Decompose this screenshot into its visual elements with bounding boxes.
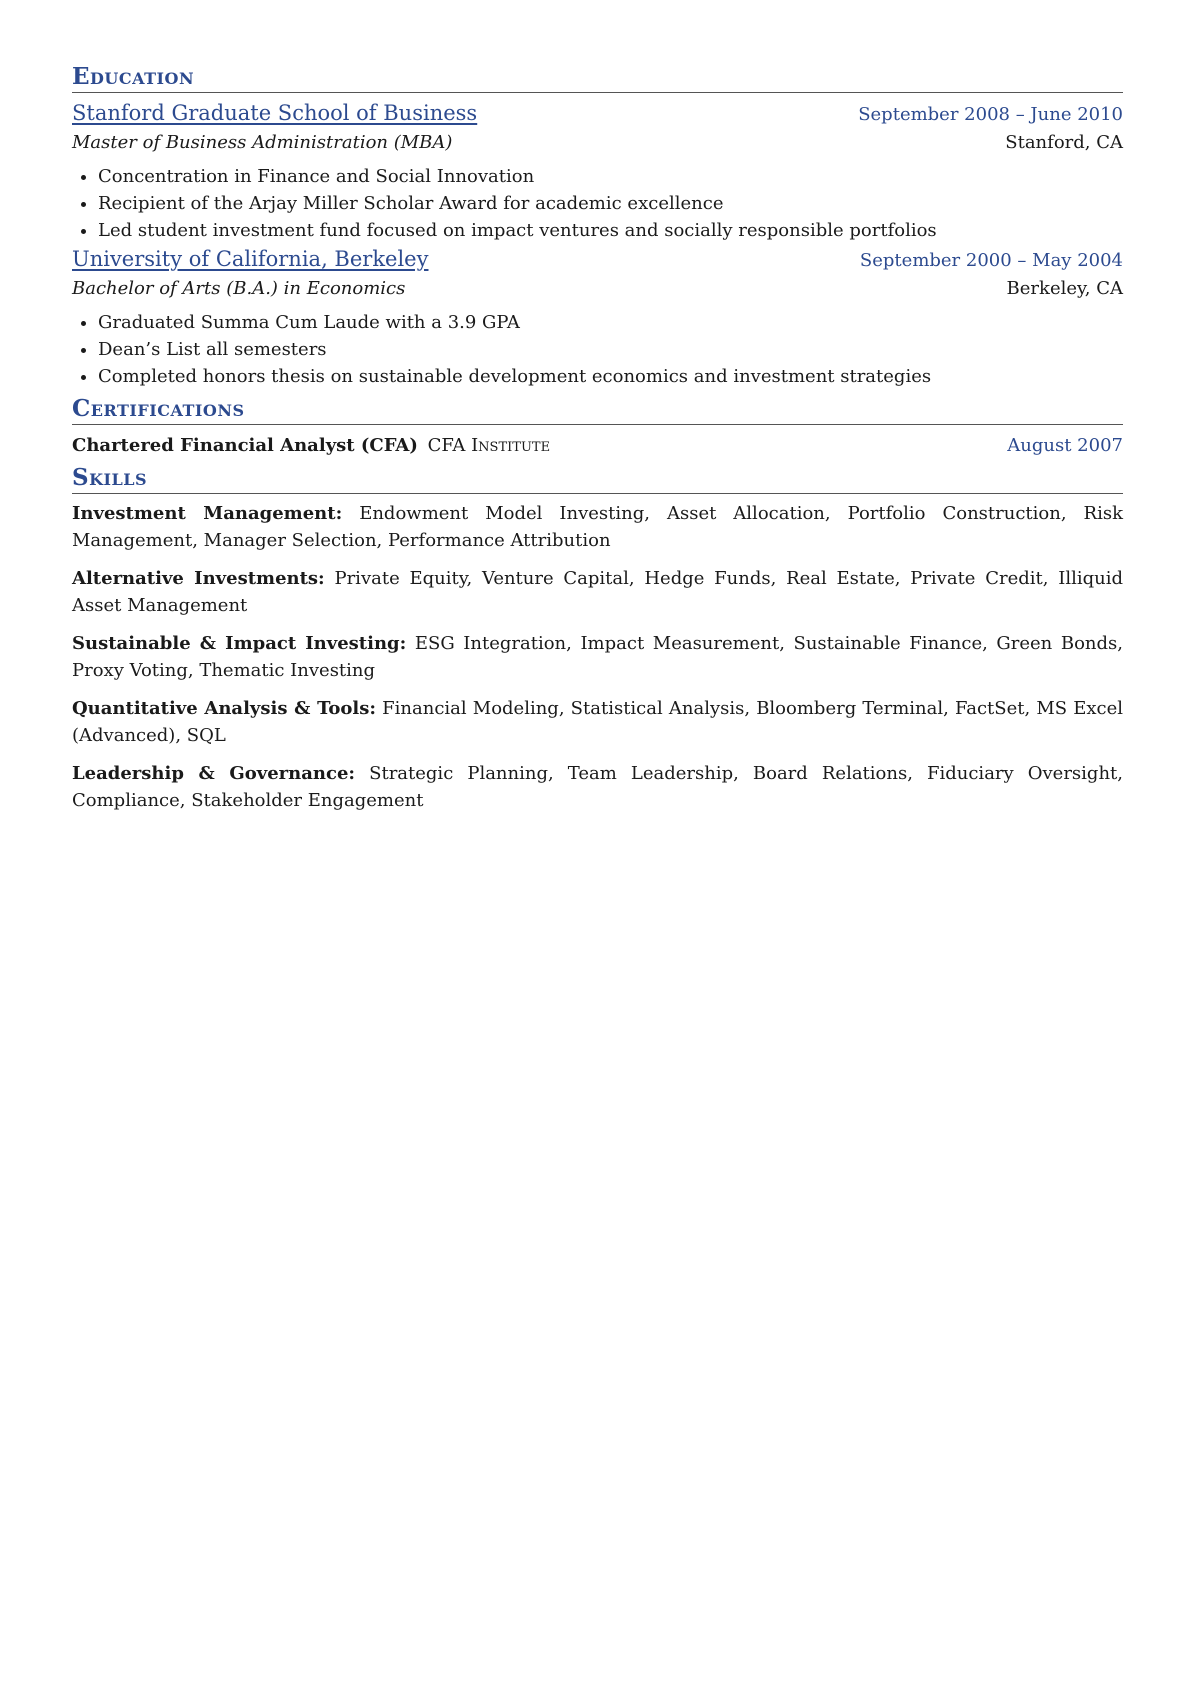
list-item: • Dean’s List all semesters [98, 336, 1123, 363]
education-entry-subheader [72, 129, 1123, 157]
degree-title: Bachelor of Arts (B.A.) in Economics [72, 278, 406, 299]
certifications-heading: Certifications [72, 394, 1123, 425]
education-dates: September 2000 – May 2004 [859, 250, 1123, 271]
education-entry-stanford [72, 99, 1123, 244]
certification-issuer: CFA Institute [427, 435, 551, 456]
skill-group-label: Alternative Investments: [72, 568, 325, 589]
certification-info [72, 431, 550, 461]
education-location: Stanford, CA [1005, 132, 1123, 153]
skill-group-text: Strategic Planning, Team Leadership, Board Relations, Fiduciary Oversight, Compliance, Stakeholder Engagement [72, 763, 1123, 811]
education-bullets [72, 309, 1123, 390]
list-item: • Graduated Summa Cum Laude with a 3.9 GPA [98, 309, 1123, 336]
skill-group-label: Sustainable & Impact Investing: [72, 633, 407, 654]
skill-group [72, 695, 1123, 749]
skill-group [72, 630, 1123, 684]
certification-name: Chartered Financial Analyst (CFA) [72, 435, 418, 456]
education-dates: September 2008 – June 2010 [858, 104, 1123, 125]
list-item: • Recipient of the Arjay Miller Scholar Award for academic excellence [98, 190, 1123, 217]
skill-group-label: Investment Management: [72, 503, 343, 524]
certifications-section [72, 394, 1123, 461]
skill-group-text: Endowment Model Investing, Asset Allocation, Portfolio Construction, Risk Management, Manager Selection, Performance Attribution [72, 503, 1123, 551]
skill-group-label: Leadership & Governance: [72, 763, 356, 784]
skills-heading: Skills [72, 463, 1123, 494]
school-link-stanford[interactable]: Stanford Graduate School of Business [72, 101, 478, 125]
certification-date: August 2007 [1007, 435, 1123, 456]
list-item: • Concentration in Finance and Social Innovation [98, 163, 1123, 190]
skill-group [72, 565, 1123, 619]
education-location: Berkeley, CA [1006, 278, 1123, 299]
list-item: • Led student investment fund focused on impact ventures and socially responsible portfolios [98, 217, 1123, 244]
skill-group-text: ESG Integration, Impact Measurement, Sustainable Finance, Green Bonds, Proxy Voting, Thematic Investing [72, 633, 1123, 681]
skill-group-text: Private Equity, Venture Capital, Hedge Funds, Real Estate, Private Credit, Illiquid Asset Management [72, 568, 1123, 616]
skill-group [72, 500, 1123, 554]
skill-group-label: Quantitative Analysis & Tools: [72, 698, 377, 719]
degree-title: Master of Business Administration (MBA) [72, 132, 453, 153]
education-entry-header [72, 99, 1123, 129]
education-section [72, 62, 1123, 390]
school-link-berkeley[interactable]: University of California, Berkeley [72, 247, 429, 271]
resume-page [72, 62, 1123, 825]
certification-item [72, 431, 1123, 461]
education-entry-subheader [72, 275, 1123, 303]
skills-section [72, 463, 1123, 814]
skill-group [72, 760, 1123, 814]
education-bullets [72, 163, 1123, 244]
skill-group-text: Financial Modeling, Statistical Analysis, Bloomberg Terminal, FactSet, MS Excel (Advanced), SQL [72, 698, 1123, 746]
education-entry-berkeley [72, 245, 1123, 390]
education-heading: Education [72, 62, 1123, 93]
education-entry-header [72, 245, 1123, 275]
list-item: • Completed honors thesis on sustainable development economics and investment strategies [98, 363, 1123, 390]
